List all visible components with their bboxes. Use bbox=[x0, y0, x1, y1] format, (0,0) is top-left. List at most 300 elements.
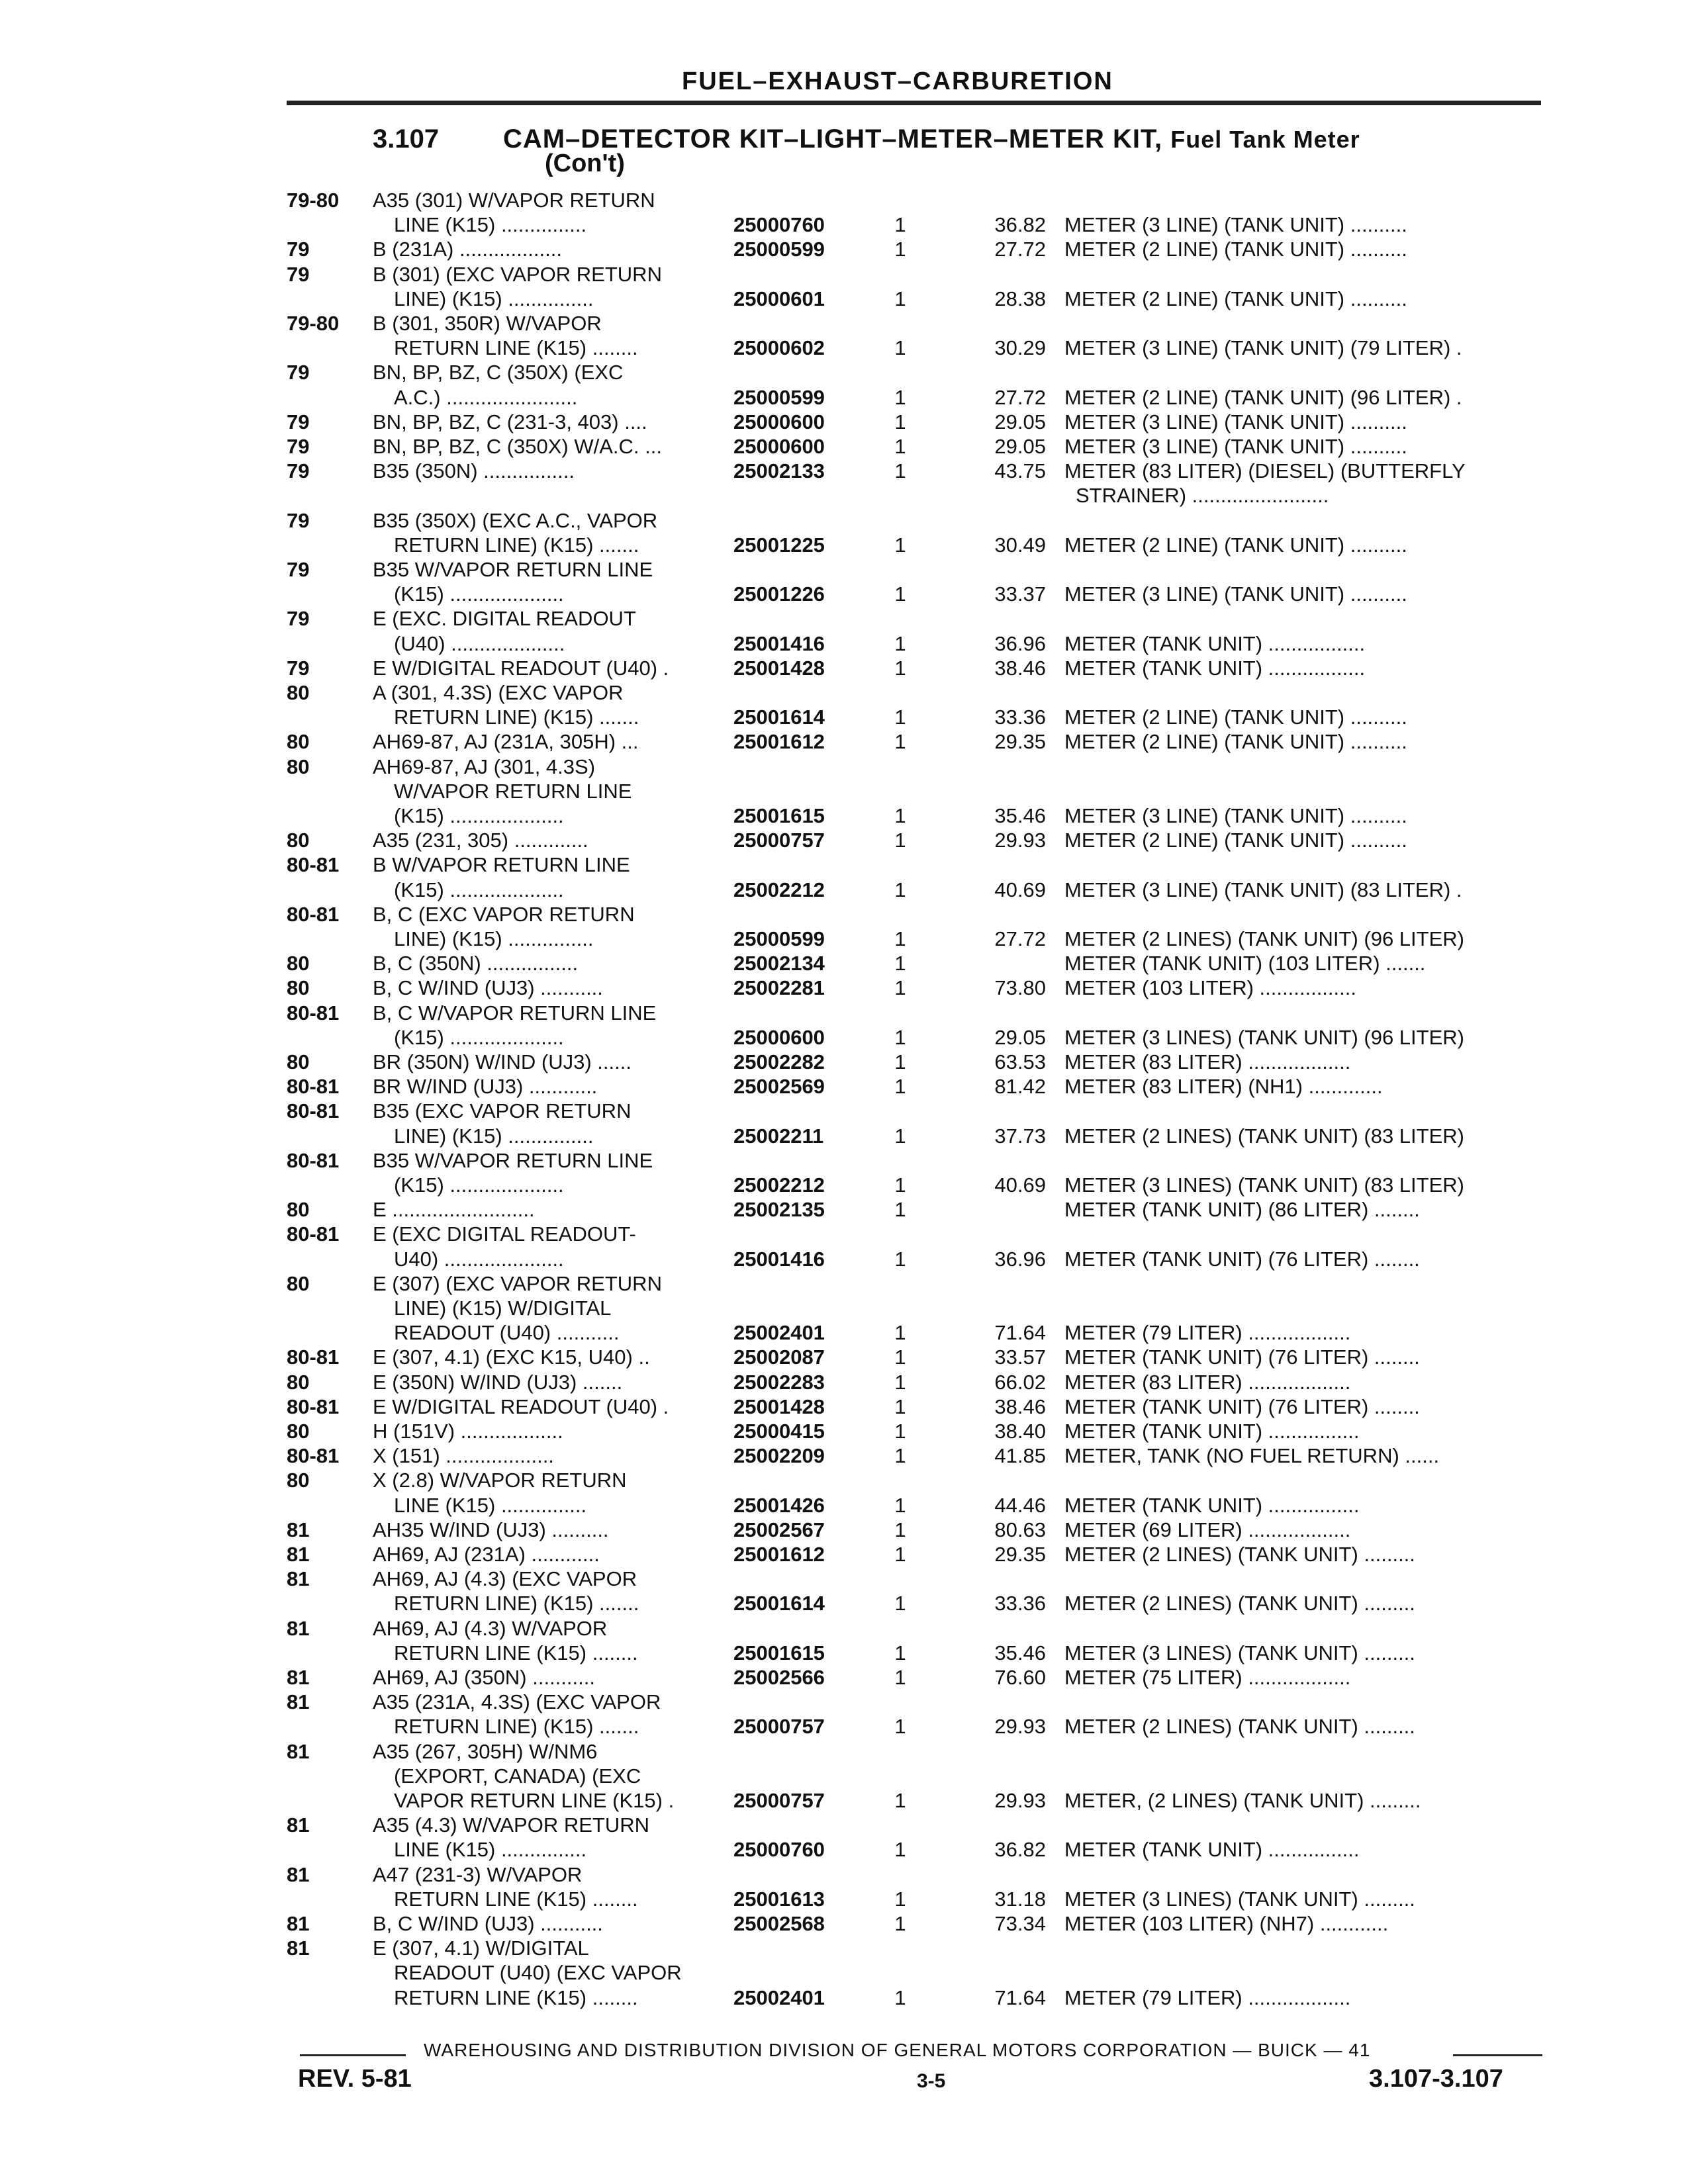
price-cell: 29.35 bbox=[994, 730, 1046, 753]
description-cell: LINE) (K15) ............... bbox=[394, 927, 594, 950]
price-cell: 29.93 bbox=[994, 1789, 1046, 1812]
quantity-cell: 1 bbox=[894, 804, 906, 827]
table-row bbox=[0, 582, 1688, 606]
quantity-cell: 1 bbox=[894, 582, 906, 606]
remark-cell: METER (3 LINE) (TANK UNIT) .......... bbox=[1064, 435, 1407, 458]
part-number-cell: 25001615 bbox=[733, 1641, 825, 1664]
table-row bbox=[0, 1443, 1688, 1468]
year-cell: 80 bbox=[287, 1420, 310, 1443]
table-row bbox=[0, 1025, 1688, 1050]
description-cell: B, C W/VAPOR RETURN LINE bbox=[373, 1001, 657, 1024]
remark-cell: METER (TANK UNIT) ................ bbox=[1064, 1420, 1360, 1443]
description-cell: X (151) ................... bbox=[373, 1444, 554, 1467]
year-cell: 80-81 bbox=[287, 1222, 340, 1246]
year-cell: 80-81 bbox=[287, 1444, 340, 1467]
description-cell: LINE) (K15) W/DIGITAL bbox=[394, 1297, 612, 1320]
table-row bbox=[0, 1837, 1688, 1862]
description-cell: RETURN LINE) (K15) ....... bbox=[394, 1592, 639, 1615]
description-cell: E W/DIGITAL READOUT (U40) . bbox=[373, 1395, 669, 1418]
description-cell: RETURN LINE (K15) ........ bbox=[394, 1641, 638, 1664]
part-number-cell: 25001615 bbox=[733, 804, 825, 827]
table-row bbox=[0, 508, 1688, 533]
table-row bbox=[0, 705, 1688, 729]
remark-cell: METER (3 LINE) (TANK UNIT) .......... bbox=[1064, 213, 1407, 236]
quantity-cell: 1 bbox=[894, 238, 906, 261]
part-number-cell: 25002212 bbox=[733, 878, 825, 901]
table-row bbox=[0, 557, 1688, 582]
year-cell: 79 bbox=[287, 410, 310, 433]
footer-rule-right bbox=[1453, 2054, 1542, 2056]
price-cell: 44.46 bbox=[994, 1494, 1046, 1517]
quantity-cell: 1 bbox=[894, 336, 906, 359]
quantity-cell: 1 bbox=[894, 1494, 906, 1517]
price-cell: 76.60 bbox=[994, 1666, 1046, 1689]
table-row bbox=[0, 1468, 1688, 1492]
quantity-cell: 1 bbox=[894, 435, 906, 458]
year-cell: 81 bbox=[287, 1813, 310, 1837]
remark-cell: METER (3 LINES) (TANK UNIT) (96 LITER) bbox=[1064, 1026, 1464, 1049]
price-cell: 80.63 bbox=[994, 1518, 1046, 1541]
page-header-title: FUEL–EXHAUST–CARBURETION bbox=[682, 68, 1113, 95]
table-row bbox=[0, 606, 1688, 631]
description-cell: READOUT (U40) (EXC VAPOR bbox=[394, 1961, 682, 1984]
price-cell: 41.85 bbox=[994, 1444, 1046, 1467]
remark-cell: METER (3 LINE) (TANK UNIT) .......... bbox=[1064, 804, 1407, 827]
year-cell: 81 bbox=[287, 1690, 310, 1713]
price-cell: 29.05 bbox=[994, 410, 1046, 433]
description-cell: RETURN LINE) (K15) ....... bbox=[394, 533, 639, 557]
remark-cell: METER (TANK UNIT) ................. bbox=[1064, 657, 1366, 680]
part-number-cell: 25000760 bbox=[733, 213, 825, 236]
description-cell: BN, BP, BZ, C (350X) W/A.C. ... bbox=[373, 435, 662, 458]
part-number-cell: 25000599 bbox=[733, 238, 825, 261]
remark-cell: METER (2 LINE) (TANK UNIT) .......... bbox=[1064, 829, 1407, 852]
table-row bbox=[0, 459, 1688, 483]
table-row bbox=[0, 1591, 1688, 1615]
footer-page-number: 3-5 bbox=[917, 2070, 946, 2092]
table-row bbox=[0, 1985, 1688, 2010]
part-number-cell: 25002283 bbox=[733, 1371, 825, 1394]
table-row bbox=[0, 1197, 1688, 1222]
description-cell: E (EXC DIGITAL READOUT- bbox=[373, 1222, 636, 1246]
table-row bbox=[0, 1222, 1688, 1246]
year-cell: 80 bbox=[287, 829, 310, 852]
year-cell: 81 bbox=[287, 1863, 310, 1886]
table-row bbox=[0, 1887, 1688, 1911]
remark-cell: METER (69 LITER) .................. bbox=[1064, 1518, 1351, 1541]
year-cell: 79 bbox=[287, 238, 310, 261]
table-row bbox=[0, 852, 1688, 877]
year-cell: 80 bbox=[287, 730, 310, 753]
quantity-cell: 1 bbox=[894, 1592, 906, 1615]
description-cell: BN, BP, BZ, C (231-3, 403) .... bbox=[373, 410, 647, 433]
price-cell: 33.37 bbox=[994, 582, 1046, 606]
year-cell: 80-81 bbox=[287, 1099, 340, 1122]
table-row bbox=[0, 262, 1688, 287]
part-number-cell: 25002567 bbox=[733, 1518, 825, 1541]
description-cell: B W/VAPOR RETURN LINE bbox=[373, 853, 630, 876]
description-cell: (K15) .................... bbox=[394, 878, 564, 901]
price-cell: 35.46 bbox=[994, 804, 1046, 827]
price-cell: 36.96 bbox=[994, 632, 1046, 655]
table-row bbox=[0, 1320, 1688, 1345]
quantity-cell: 1 bbox=[894, 730, 906, 753]
year-cell: 81 bbox=[287, 1617, 310, 1640]
part-number-cell: 25002134 bbox=[733, 952, 825, 975]
table-row bbox=[0, 1641, 1688, 1665]
part-number-cell: 25002135 bbox=[733, 1198, 825, 1221]
price-cell: 35.46 bbox=[994, 1641, 1046, 1664]
price-cell: 28.38 bbox=[994, 287, 1046, 310]
quantity-cell: 1 bbox=[894, 1395, 906, 1418]
description-cell: B35 (350N) ................ bbox=[373, 459, 575, 482]
part-number-cell: 25000602 bbox=[733, 336, 825, 359]
part-number-cell: 25001614 bbox=[733, 1592, 825, 1615]
table-row bbox=[0, 1074, 1688, 1099]
description-cell: B, C (350N) ................ bbox=[373, 952, 579, 975]
part-number-cell: 25001416 bbox=[733, 632, 825, 655]
description-cell: BR W/IND (UJ3) ............ bbox=[373, 1075, 598, 1098]
quantity-cell: 1 bbox=[894, 410, 906, 433]
part-number-cell: 25000600 bbox=[733, 435, 825, 458]
table-row bbox=[0, 1271, 1688, 1296]
quantity-cell: 1 bbox=[894, 1345, 906, 1369]
price-cell: 37.73 bbox=[994, 1124, 1046, 1148]
table-row bbox=[0, 951, 1688, 976]
section-number: 3.107 bbox=[373, 124, 440, 154]
table-row bbox=[0, 1124, 1688, 1148]
description-cell: A47 (231-3) W/VAPOR bbox=[373, 1863, 583, 1886]
quantity-cell: 1 bbox=[894, 952, 906, 975]
quantity-cell: 1 bbox=[894, 1050, 906, 1073]
description-cell: RETURN LINE) (K15) ....... bbox=[394, 705, 639, 729]
price-cell: 31.18 bbox=[994, 1888, 1046, 1911]
price-cell: 73.80 bbox=[994, 976, 1046, 999]
remark-cell: METER (3 LINES) (TANK UNIT) (83 LITER) bbox=[1064, 1173, 1464, 1197]
table-row bbox=[0, 1813, 1688, 1837]
remark-cell: METER (TANK UNIT) ................. bbox=[1064, 632, 1366, 655]
table-row bbox=[0, 779, 1688, 803]
quantity-cell: 1 bbox=[894, 386, 906, 409]
table-row bbox=[0, 680, 1688, 705]
table-row bbox=[0, 1296, 1688, 1320]
year-cell: 80-81 bbox=[287, 1395, 340, 1418]
price-cell: 29.05 bbox=[994, 1026, 1046, 1049]
remark-cell: METER (75 LITER) .................. bbox=[1064, 1666, 1351, 1689]
table-row bbox=[0, 656, 1688, 680]
description-cell: LINE) (K15) ............... bbox=[394, 287, 594, 310]
table-row bbox=[0, 434, 1688, 459]
description-cell: B, C W/IND (UJ3) ........... bbox=[373, 1912, 603, 1935]
description-cell: H (151V) .................. bbox=[373, 1420, 563, 1443]
price-cell: 36.82 bbox=[994, 213, 1046, 236]
description-cell: LINE (K15) ............... bbox=[394, 1838, 587, 1861]
part-number-cell: 25000600 bbox=[733, 1026, 825, 1049]
table-row bbox=[0, 1960, 1688, 1985]
description-cell: RETURN LINE) (K15) ....... bbox=[394, 1715, 639, 1738]
year-cell: 80 bbox=[287, 1371, 310, 1394]
part-number-cell: 25001226 bbox=[733, 582, 825, 606]
year-cell: 79-80 bbox=[287, 189, 340, 212]
remark-cell: METER (TANK UNIT) ................ bbox=[1064, 1838, 1360, 1861]
description-cell: LINE (K15) ............... bbox=[394, 1494, 587, 1517]
footer-publisher: WAREHOUSING AND DISTRIBUTION DIVISION OF GENERAL MOTORS CORPORATION — BUICK — 41 bbox=[424, 2040, 1371, 2060]
table-row bbox=[0, 1419, 1688, 1443]
part-number-cell: 25002566 bbox=[733, 1666, 825, 1689]
remark-cell: METER (83 LITER) (DIESEL) (BUTTERFLY bbox=[1064, 459, 1466, 482]
description-cell: AH69-87, AJ (301, 4.3S) bbox=[373, 755, 596, 778]
remark-cell: METER (2 LINE) (TANK UNIT) .......... bbox=[1064, 238, 1407, 261]
remark-cell: METER (83 LITER) .................. bbox=[1064, 1371, 1351, 1394]
description-cell: AH69, AJ (350N) ........... bbox=[373, 1666, 595, 1689]
price-cell: 38.46 bbox=[994, 657, 1046, 680]
price-cell: 33.36 bbox=[994, 705, 1046, 729]
year-cell: 80 bbox=[287, 1469, 310, 1492]
quantity-cell: 1 bbox=[894, 1420, 906, 1443]
table-row bbox=[0, 287, 1688, 311]
remark-cell: METER (3 LINES) (TANK UNIT) ......... bbox=[1064, 1641, 1415, 1664]
section-title-suffix: Fuel Tank Meter bbox=[1170, 126, 1360, 153]
quantity-cell: 1 bbox=[894, 1026, 906, 1049]
table-row bbox=[0, 927, 1688, 951]
part-number-cell: 25001428 bbox=[733, 1395, 825, 1418]
quantity-cell: 1 bbox=[894, 632, 906, 655]
part-number-cell: 25002209 bbox=[733, 1444, 825, 1467]
quantity-cell: 1 bbox=[894, 1321, 906, 1344]
table-row bbox=[0, 1936, 1688, 1960]
description-cell: E W/DIGITAL READOUT (U40) . bbox=[373, 657, 669, 680]
table-row bbox=[0, 1764, 1688, 1788]
table-row bbox=[0, 1370, 1688, 1394]
quantity-cell: 1 bbox=[894, 1248, 906, 1271]
description-cell: E ......................... bbox=[373, 1198, 535, 1221]
table-row bbox=[0, 1714, 1688, 1739]
description-cell: A35 (267, 305H) W/NM6 bbox=[373, 1740, 598, 1763]
price-cell: 71.64 bbox=[994, 1986, 1046, 2009]
remark-cell: METER (83 LITER) .................. bbox=[1064, 1050, 1351, 1073]
footer-revision: REV. 5-81 bbox=[298, 2065, 412, 2093]
part-number-cell: 25002212 bbox=[733, 1173, 825, 1197]
table-row bbox=[0, 976, 1688, 1000]
section-title-main: CAM–DETECTOR KIT–LIGHT–METER–METER KIT, bbox=[503, 124, 1163, 154]
year-cell: 80 bbox=[287, 681, 310, 704]
table-row bbox=[0, 1148, 1688, 1173]
price-cell: 71.64 bbox=[994, 1321, 1046, 1344]
description-cell: AH35 W/IND (UJ3) .......... bbox=[373, 1518, 609, 1541]
quantity-cell: 1 bbox=[894, 927, 906, 950]
table-row bbox=[0, 631, 1688, 656]
year-cell: 81 bbox=[287, 1936, 310, 1960]
part-number-cell: 25000757 bbox=[733, 829, 825, 852]
year-cell: 80-81 bbox=[287, 1075, 340, 1098]
description-cell: B35 W/VAPOR RETURN LINE bbox=[373, 1149, 653, 1172]
remark-cell: METER (2 LINE) (TANK UNIT) .......... bbox=[1064, 730, 1407, 753]
description-cell: E (EXC. DIGITAL READOUT bbox=[373, 607, 636, 630]
price-cell: 30.29 bbox=[994, 336, 1046, 359]
part-number-cell: 25002282 bbox=[733, 1050, 825, 1073]
quantity-cell: 1 bbox=[894, 1075, 906, 1098]
price-cell: 27.72 bbox=[994, 386, 1046, 409]
description-cell: RETURN LINE (K15) ........ bbox=[394, 1986, 638, 2009]
description-cell: A.C.) ....................... bbox=[394, 386, 578, 409]
price-cell: 63.53 bbox=[994, 1050, 1046, 1073]
description-cell: VAPOR RETURN LINE (K15) . bbox=[394, 1789, 675, 1812]
remark-cell: METER (TANK UNIT) (76 LITER) ........ bbox=[1064, 1345, 1420, 1369]
part-number-cell: 25001613 bbox=[733, 1888, 825, 1911]
price-cell: 27.72 bbox=[994, 238, 1046, 261]
table-row bbox=[0, 1542, 1688, 1567]
remark-cell: METER (2 LINES) (TANK UNIT) ......... bbox=[1064, 1543, 1415, 1566]
year-cell: 80 bbox=[287, 1198, 310, 1221]
year-cell: 79 bbox=[287, 263, 310, 286]
price-cell: 36.96 bbox=[994, 1248, 1046, 1271]
description-cell: A35 (4.3) W/VAPOR RETURN bbox=[373, 1813, 650, 1837]
price-cell: 43.75 bbox=[994, 459, 1046, 482]
remark-cell: METER (2 LINES) (TANK UNIT) (83 LITER) bbox=[1064, 1124, 1464, 1148]
description-cell: B35 W/VAPOR RETURN LINE bbox=[373, 558, 653, 581]
table-row bbox=[0, 1173, 1688, 1197]
table-row bbox=[0, 1788, 1688, 1813]
table-row bbox=[0, 1616, 1688, 1641]
remark-cell: METER (TANK UNIT) (76 LITER) ........ bbox=[1064, 1248, 1420, 1271]
table-row bbox=[0, 878, 1688, 902]
remark-cell: METER (2 LINES) (TANK UNIT) ......... bbox=[1064, 1592, 1415, 1615]
part-number-cell: 25002401 bbox=[733, 1986, 825, 2009]
remark-cell: METER, TANK (NO FUEL RETURN) ...... bbox=[1064, 1444, 1440, 1467]
price-cell: 33.57 bbox=[994, 1345, 1046, 1369]
description-cell: (K15) .................... bbox=[394, 804, 564, 827]
table-row bbox=[0, 1001, 1688, 1025]
quantity-cell: 1 bbox=[894, 1986, 906, 2009]
quantity-cell: 1 bbox=[894, 657, 906, 680]
table-row bbox=[0, 483, 1688, 508]
part-number-cell: 25000599 bbox=[733, 927, 825, 950]
table-row bbox=[0, 1050, 1688, 1074]
quantity-cell: 1 bbox=[894, 829, 906, 852]
description-cell: E (307, 4.1) W/DIGITAL bbox=[373, 1936, 589, 1960]
description-cell: E (350N) W/IND (UJ3) ....... bbox=[373, 1371, 623, 1394]
description-cell: (K15) .................... bbox=[394, 582, 564, 606]
remark-cell: METER (79 LITER) .................. bbox=[1064, 1986, 1351, 2009]
quantity-cell: 1 bbox=[894, 1124, 906, 1148]
table-row bbox=[0, 1690, 1688, 1714]
price-cell: 29.93 bbox=[994, 1715, 1046, 1738]
price-cell: 30.49 bbox=[994, 533, 1046, 557]
description-cell: READOUT (U40) ........... bbox=[394, 1321, 620, 1344]
year-cell: 79-80 bbox=[287, 312, 340, 335]
description-cell: B35 (EXC VAPOR RETURN bbox=[373, 1099, 632, 1122]
description-cell: A35 (301) W/VAPOR RETURN bbox=[373, 189, 655, 212]
year-cell: 81 bbox=[287, 1518, 310, 1541]
year-cell: 79 bbox=[287, 459, 310, 482]
remark-cell: METER (2 LINES) (TANK UNIT) ......... bbox=[1064, 1715, 1415, 1738]
table-row bbox=[0, 1665, 1688, 1690]
part-number-cell: 25001426 bbox=[733, 1494, 825, 1517]
year-cell: 80-81 bbox=[287, 1001, 340, 1024]
year-cell: 81 bbox=[287, 1912, 310, 1935]
price-cell: 33.36 bbox=[994, 1592, 1046, 1615]
remark-cell: METER (2 LINE) (TANK UNIT) .......... bbox=[1064, 533, 1407, 557]
quantity-cell: 1 bbox=[894, 705, 906, 729]
quantity-cell: 1 bbox=[894, 1518, 906, 1541]
quantity-cell: 1 bbox=[894, 459, 906, 482]
description-cell: E (307) (EXC VAPOR RETURN bbox=[373, 1272, 662, 1295]
year-cell: 81 bbox=[287, 1567, 310, 1590]
table-row bbox=[0, 212, 1688, 237]
description-cell: A35 (231, 305) ............. bbox=[373, 829, 588, 852]
description-cell: X (2.8) W/VAPOR RETURN bbox=[373, 1469, 627, 1492]
year-cell: 80 bbox=[287, 952, 310, 975]
table-row bbox=[0, 803, 1688, 828]
part-number-cell: 25001612 bbox=[733, 730, 825, 753]
table-row bbox=[0, 1247, 1688, 1271]
remark-cell: METER (TANK UNIT) (103 LITER) ....... bbox=[1064, 952, 1426, 975]
description-cell: AH69, AJ (4.3) W/VAPOR bbox=[373, 1617, 608, 1640]
quantity-cell: 1 bbox=[894, 1371, 906, 1394]
remark-cell: METER (103 LITER) ................. bbox=[1064, 976, 1356, 999]
price-cell: 38.46 bbox=[994, 1395, 1046, 1418]
table-row bbox=[0, 729, 1688, 754]
remark-cell: METER (3 LINES) (TANK UNIT) ......... bbox=[1064, 1888, 1415, 1911]
quantity-cell: 1 bbox=[894, 1543, 906, 1566]
table-row bbox=[0, 385, 1688, 410]
part-number-cell: 25002569 bbox=[733, 1075, 825, 1098]
price-cell: 29.35 bbox=[994, 1543, 1046, 1566]
table-row bbox=[0, 902, 1688, 927]
description-cell: LINE) (K15) ............... bbox=[394, 1124, 594, 1148]
price-cell: 66.02 bbox=[994, 1371, 1046, 1394]
price-cell: 40.69 bbox=[994, 1173, 1046, 1197]
remark-cell: METER (3 LINE) (TANK UNIT) (83 LITER) . bbox=[1064, 878, 1462, 901]
year-cell: 79 bbox=[287, 435, 310, 458]
description-cell: BN, BP, BZ, C (350X) (EXC bbox=[373, 361, 624, 384]
remark-cell: METER (83 LITER) (NH1) ............. bbox=[1064, 1075, 1383, 1098]
table-row bbox=[0, 1493, 1688, 1518]
year-cell: 79 bbox=[287, 657, 310, 680]
year-cell: 79 bbox=[287, 361, 310, 384]
year-cell: 80 bbox=[287, 1050, 310, 1073]
description-cell: E (307, 4.1) (EXC K15, U40) .. bbox=[373, 1345, 650, 1369]
price-cell: 27.72 bbox=[994, 927, 1046, 950]
table-row bbox=[0, 754, 1688, 779]
table-row bbox=[0, 1345, 1688, 1369]
remark-cell: METER (3 LINE) (TANK UNIT) .......... bbox=[1064, 410, 1407, 433]
quantity-cell: 1 bbox=[894, 1912, 906, 1935]
quantity-cell: 1 bbox=[894, 878, 906, 901]
year-cell: 79 bbox=[287, 509, 310, 532]
table-row bbox=[0, 410, 1688, 434]
remark-cell: METER, (2 LINES) (TANK UNIT) ......... bbox=[1064, 1789, 1421, 1812]
price-cell: 40.69 bbox=[994, 878, 1046, 901]
description-cell: LINE (K15) ............... bbox=[394, 213, 587, 236]
part-number-cell: 25001416 bbox=[733, 1248, 825, 1271]
remark-cell: METER (TANK UNIT) (76 LITER) ........ bbox=[1064, 1395, 1420, 1418]
price-cell: 38.40 bbox=[994, 1420, 1046, 1443]
remark-cell: METER (TANK UNIT) ................ bbox=[1064, 1494, 1360, 1517]
section-subtitle: (Con't) bbox=[545, 150, 625, 177]
quantity-cell: 1 bbox=[894, 976, 906, 999]
remark-cell: METER (TANK UNIT) (86 LITER) ........ bbox=[1064, 1198, 1420, 1221]
table-row bbox=[0, 1911, 1688, 1936]
quantity-cell: 1 bbox=[894, 1715, 906, 1738]
remark-cell: METER (2 LINE) (TANK UNIT) (96 LITER) . bbox=[1064, 386, 1462, 409]
table-row bbox=[0, 188, 1688, 212]
remark-cell: METER (79 LITER) .................. bbox=[1064, 1321, 1351, 1344]
quantity-cell: 1 bbox=[894, 1173, 906, 1197]
part-number-cell: 25001225 bbox=[733, 533, 825, 557]
footer-rule-left bbox=[300, 2054, 406, 2056]
part-number-cell: 25002211 bbox=[733, 1124, 824, 1148]
